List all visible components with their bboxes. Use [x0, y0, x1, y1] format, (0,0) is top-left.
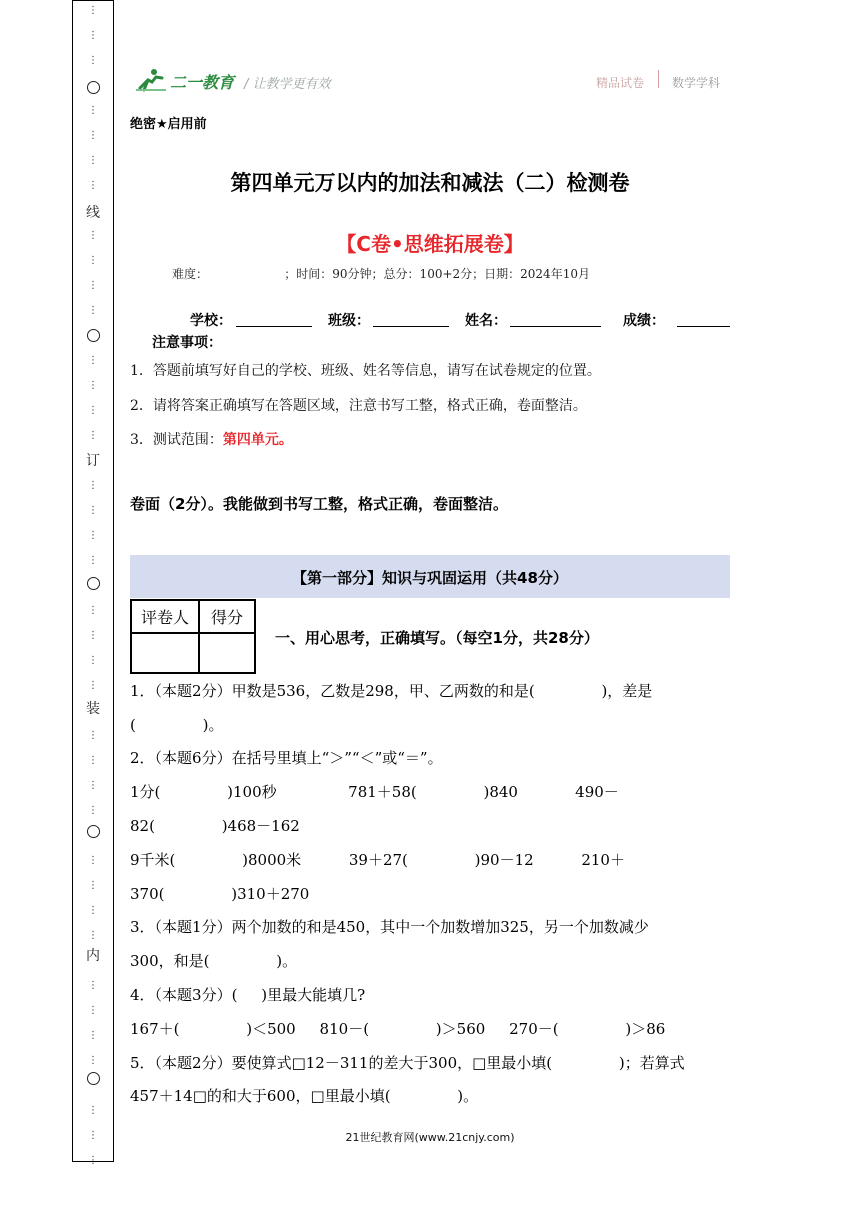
binding-char: 内: [86, 948, 100, 964]
question-line: 3．（本题1分）两个加数的和是450，其中一个加数增加325，另一个加数减少: [130, 918, 649, 936]
exam-info: 难度： ；时间：90分钟；总分：100+2分；日期：2024年10月: [172, 267, 590, 281]
neatness-note: 卷面（2分）。我能做到书写工整，格式正确，卷面整洁。: [130, 495, 508, 513]
note-scope: 第四单元。: [222, 432, 293, 448]
note-item: 1．答题前填写好自己的学校、班级、姓名等信息，请写在试卷规定的位置。: [130, 363, 601, 379]
score-field[interactable]: [677, 326, 730, 327]
binding-dot: ⋮: [88, 755, 98, 766]
binding-dot: ⋮: [88, 230, 98, 241]
note-text: 3．测试范围：: [130, 432, 223, 448]
question-line: 167＋( )＜500 810－( )＞560 270－( )＞86: [130, 1020, 666, 1038]
binding-dot: ⋮: [88, 905, 98, 916]
binding-dot: ⋮: [88, 780, 98, 791]
score-cell[interactable]: [199, 633, 255, 673]
binding-dot: ⋮: [88, 405, 98, 416]
binding-dot: ⋮: [88, 105, 98, 116]
binding-dot: ⋮: [88, 305, 98, 316]
footer-source: 21世纪教育网(www.21cnjy.com): [345, 1131, 515, 1144]
binding-dot: ⋮: [88, 1105, 98, 1116]
binding-dot: ⋮: [88, 1155, 98, 1166]
binding-dot: ⋮: [88, 280, 98, 291]
binding-dot: ⋮: [88, 355, 98, 366]
question-line: 370( )310＋270: [130, 885, 310, 903]
page-title: 第四单元万以内的加法和减法（二）检测卷: [230, 171, 630, 195]
question-line: 5．（本题2分）要使算式□12－311的差大于300，□里最小填( )；若算式: [130, 1054, 685, 1072]
binding-char: 订: [86, 453, 100, 469]
binding-dot: ⋮: [88, 5, 98, 16]
binding-dot: ⋮: [88, 1055, 98, 1066]
binding-dot: ⋮: [88, 55, 98, 66]
binding-dot: ⋮: [88, 255, 98, 266]
slogan: / 让教学更有效: [244, 77, 331, 92]
binding-dot: ⋮: [88, 505, 98, 516]
question-line: 2．（本题6分）在括号里填上“＞”“＜”或“＝”。: [130, 749, 443, 767]
score-table: [130, 599, 256, 674]
binding-dot: ⋮: [88, 155, 98, 166]
notice-title: 注意事项：: [152, 335, 222, 351]
page-subtitle: 【C卷•思维拓展卷】: [336, 232, 524, 256]
score-header: 得分: [199, 600, 255, 633]
logo-text: 二一教育: [170, 73, 235, 92]
subject-label: 数学学科: [672, 76, 721, 90]
question-line: 457＋14□的和大于600，□里最小填( )。: [130, 1087, 479, 1105]
binding-dot: ⋮: [88, 480, 98, 491]
note-item: 2．请将答案正确填写在答题区域，注意书写工整，格式正确，卷面整洁。: [130, 398, 587, 414]
binding-dot: ⋮: [88, 730, 98, 741]
binding-dot: ⋮: [88, 530, 98, 541]
binding-circle: [87, 577, 100, 590]
school-field[interactable]: [236, 326, 312, 327]
binding-char: 线: [86, 205, 100, 221]
question-line: 82( )468－162: [130, 817, 300, 835]
question-line: ( )。: [130, 716, 224, 734]
question-line: 1分( )100秒 781＋58( )840 490－: [130, 783, 619, 801]
binding-dot: ⋮: [88, 30, 98, 41]
binding-circle: [87, 329, 100, 342]
binding-dot: ⋮: [88, 130, 98, 141]
binding-dot: ⋮: [88, 855, 98, 866]
brand-label: 精品试卷: [596, 76, 645, 90]
binding-dot: ⋮: [88, 680, 98, 691]
grader-header: 评卷人: [131, 600, 199, 633]
logo-runner-icon: [134, 68, 168, 96]
binding-dot: ⋮: [88, 630, 98, 641]
question-line: 4．（本题3分）( )里最大能填几?: [130, 986, 366, 1004]
binding-dot: ⋮: [88, 930, 98, 941]
binding-circle: [87, 825, 100, 838]
binding-circle: [87, 1072, 100, 1085]
question-line: 300，和是( )。: [130, 952, 298, 970]
class-label: 班级：: [328, 313, 370, 329]
binding-dot: ⋮: [88, 605, 98, 616]
binding-dot: ⋮: [88, 1005, 98, 1016]
grader-cell[interactable]: [131, 633, 199, 673]
school-label: 学校：: [190, 313, 232, 329]
score-label: 成绩：: [623, 313, 665, 329]
binding-dot: ⋮: [88, 1130, 98, 1141]
class-field[interactable]: [373, 326, 449, 327]
binding-dot: ⋮: [88, 180, 98, 191]
name-label: 姓名：: [465, 313, 507, 329]
binding-char: 装: [86, 701, 100, 717]
binding-dot: ⋮: [88, 980, 98, 991]
binding-dot: ⋮: [88, 655, 98, 666]
name-field[interactable]: [510, 326, 601, 327]
binding-dot: ⋮: [88, 380, 98, 391]
binding-dot: ⋮: [88, 555, 98, 566]
brand-divider: [658, 70, 659, 88]
part-title: 一、用心思考，正确填写。（每空1分，共28分）: [275, 629, 599, 647]
binding-dot: ⋮: [88, 1030, 98, 1041]
binding-dot: ⋮: [88, 430, 98, 441]
note-item: [130, 429, 293, 449]
question-line: 1．（本题2分）甲数是536，乙数是298，甲、乙两数的和是( )，差是: [130, 682, 653, 700]
binding-circle: [87, 81, 100, 94]
secret-label: 绝密★启用前: [130, 117, 207, 132]
section-title: 【第一部分】知识与巩固运用（共48分）: [292, 569, 568, 587]
question-line: 9千米( )8000米 39＋27( )90－12 210＋: [130, 851, 625, 869]
binding-dot: ⋮: [88, 805, 98, 816]
binding-dot: ⋮: [88, 880, 98, 891]
